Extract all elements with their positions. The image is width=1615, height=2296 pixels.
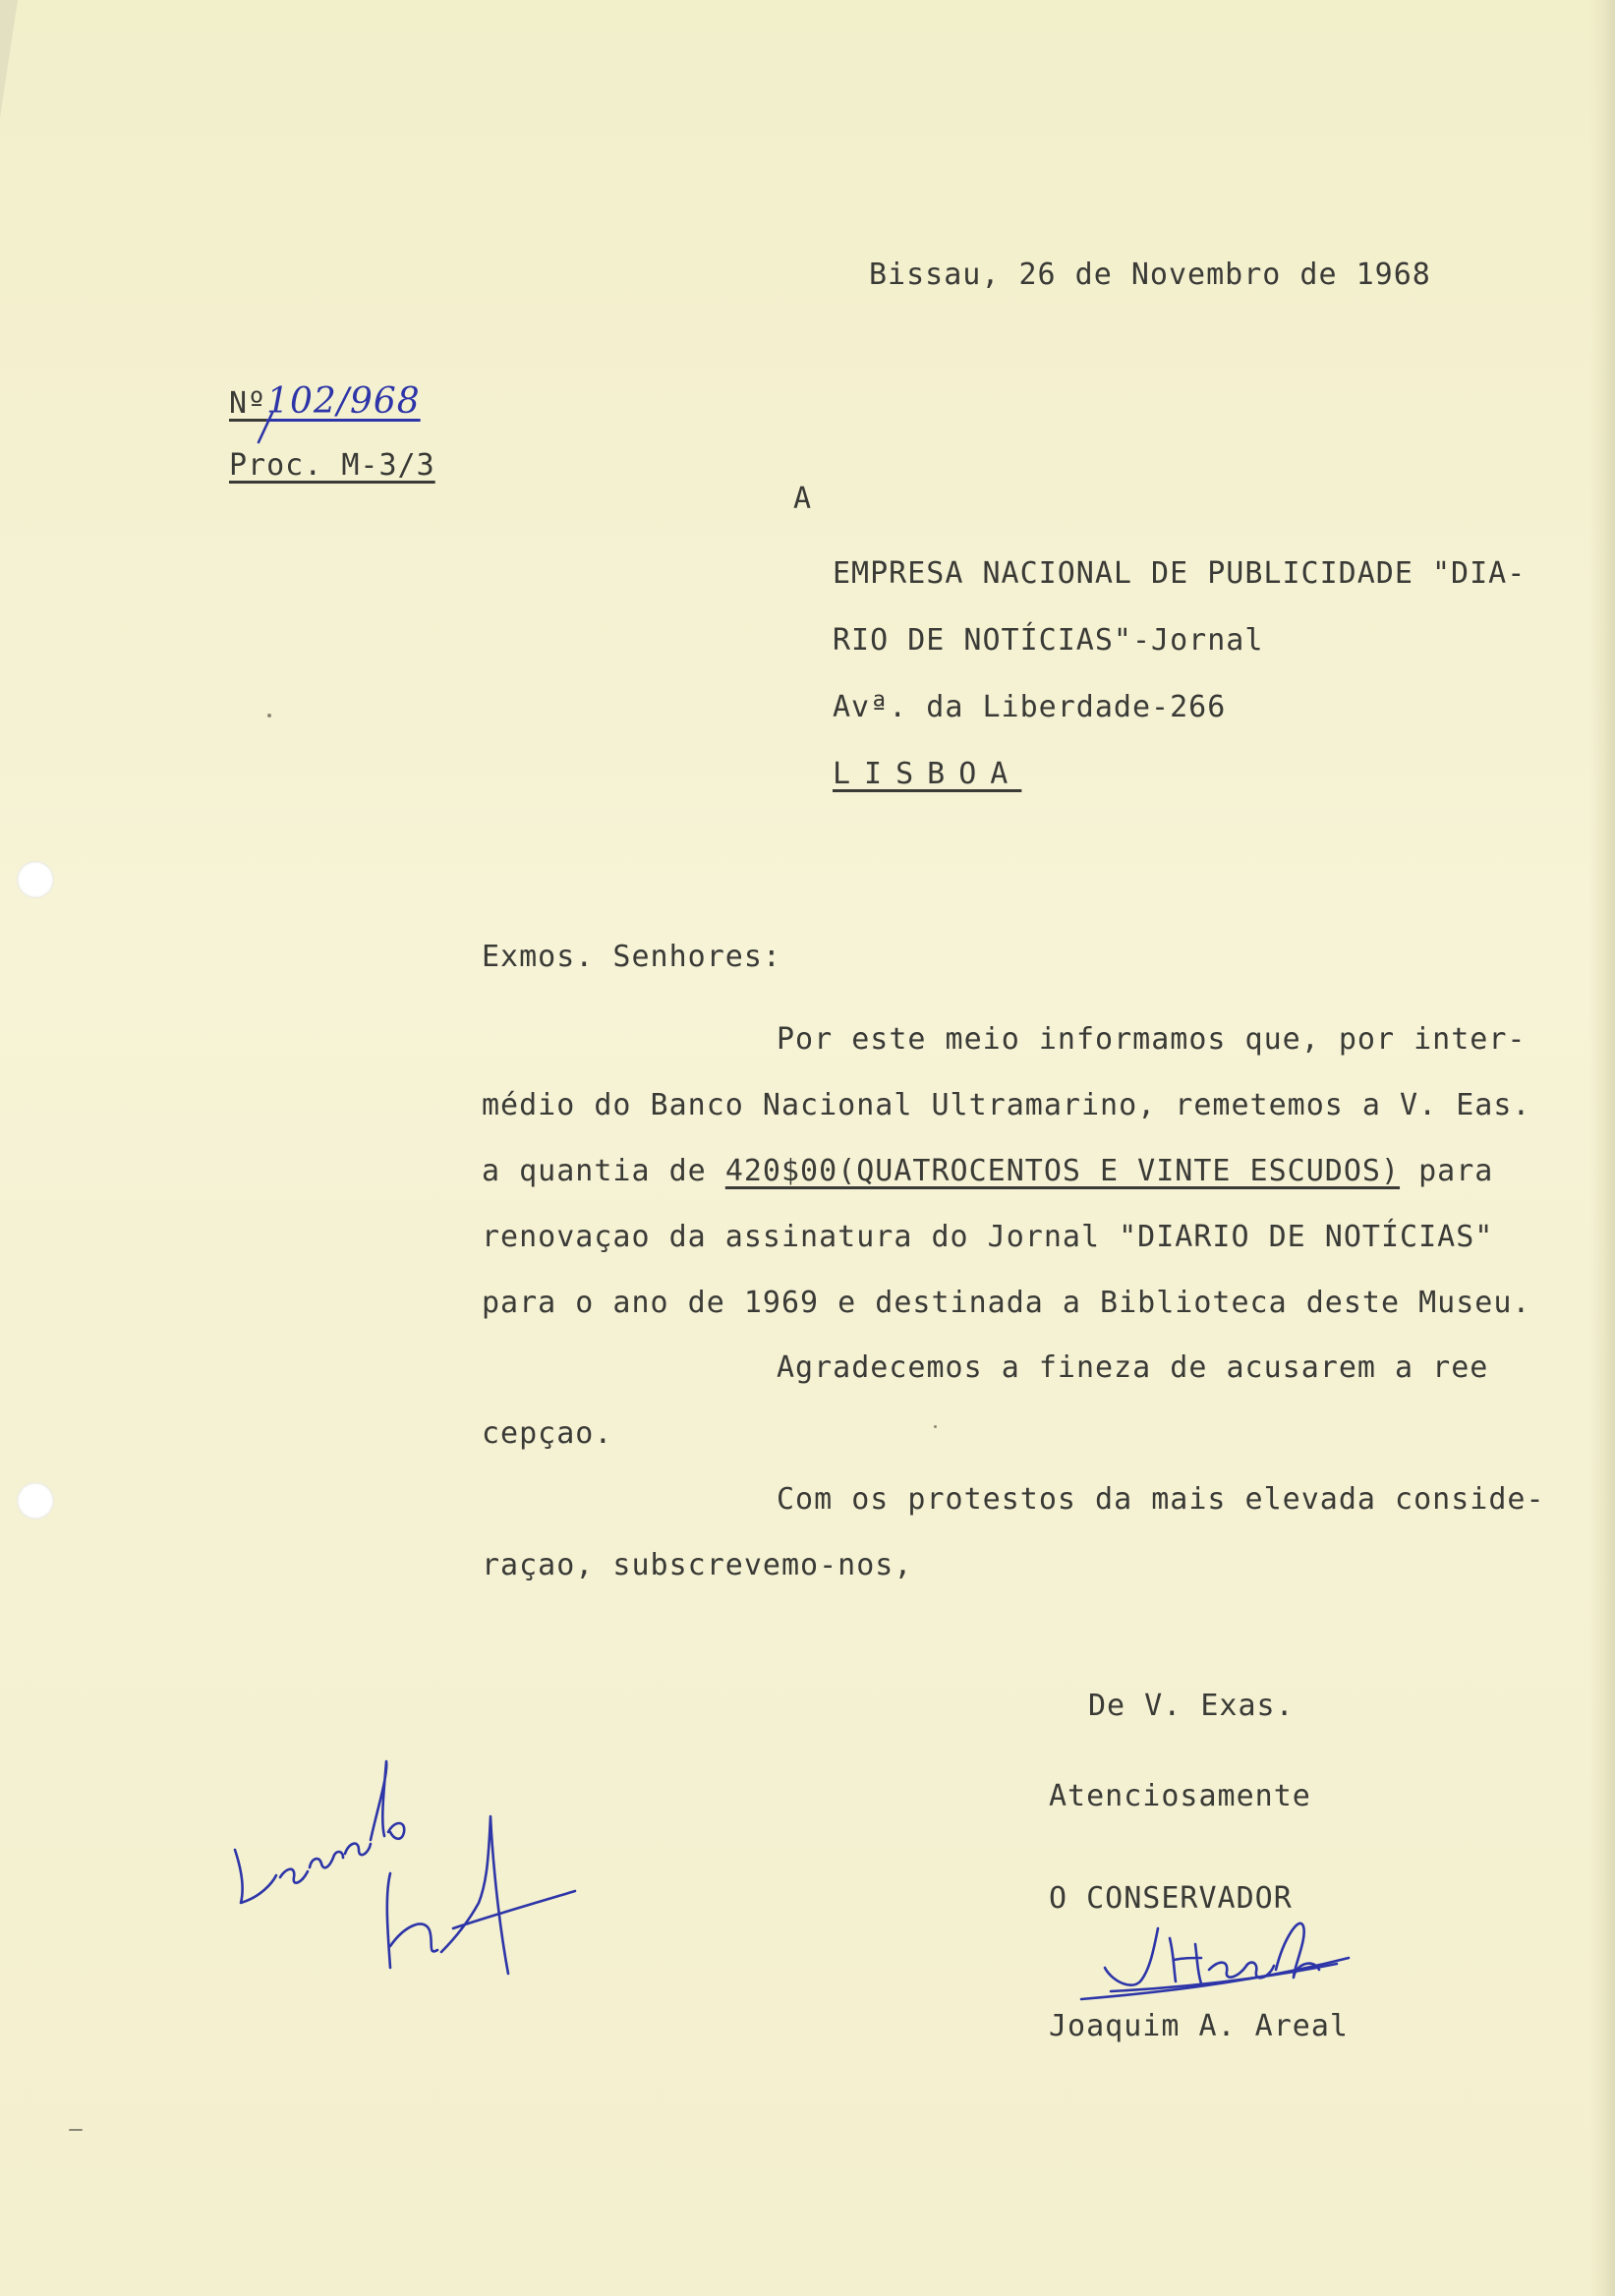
body-line-3-start: a quantia de (482, 1154, 725, 1188)
closing-line-1: De V. Exas. (1088, 1689, 1295, 1723)
body-line-3-end: para (1400, 1154, 1494, 1188)
body-line-8: Com os protestos da mais elevada conside- (777, 1482, 1545, 1517)
body-line-2: médio do Banco Nacional Ultramarino, remetemos a V. Eas. (482, 1088, 1531, 1122)
paper-right-edge (1589, 0, 1615, 2296)
body-line-4: renovaçao da assinatura do Jornal "DIARIO DE NOTÍCIAS" (482, 1220, 1494, 1254)
greeting: Exmos. Senhores: (482, 940, 781, 974)
reference-prefix: Nº (229, 386, 267, 421)
body-line-9: raçao, subscrevemo-nos, (482, 1548, 913, 1582)
recipient-line-1: EMPRESA NACIONAL DE PUBLICIDADE "DIA- (833, 556, 1527, 591)
body-line-7: cepçao. (482, 1416, 613, 1451)
recipient-city: LISBOA (833, 757, 1022, 791)
punch-hole-upper (17, 861, 54, 898)
body-line-1: Por este meio informamos que, por inter- (777, 1022, 1527, 1057)
body-line-6: Agradecemos a fineza de acusarem a ree (777, 1350, 1489, 1385)
reference-handwritten: 102/968 (266, 381, 421, 422)
paper-speck (267, 714, 271, 718)
reference-slash-mark (251, 411, 280, 446)
recipient-line-3: Avª. da Liberdade-266 (833, 690, 1227, 724)
amount-text: 420$00(QUATROCENTOS E VINTE ESCUDOS) (724, 1154, 1401, 1188)
margin-annotation (221, 1710, 595, 1976)
recipient-prefix: A (793, 482, 813, 516)
closing-line-3: O CONSERVADOR (1049, 1881, 1293, 1916)
process-line: Proc. M-3/3 (229, 448, 435, 483)
paper-speck (934, 1425, 937, 1428)
recipient-line-2: RIO DE NOTÍCIAS"-Jornal (833, 623, 1264, 658)
signatory-name: Joaquim A. Areal (1049, 2009, 1349, 2043)
closing-line-2: Atenciosamente (1049, 1779, 1311, 1813)
body-line-5: para o ano de 1969 e destinada a Biblioteca deste Museu. (482, 1286, 1531, 1320)
conservator-signature (1071, 1909, 1366, 2017)
folded-corner (0, 0, 18, 118)
paper-speck (69, 2129, 83, 2131)
punch-hole-lower (17, 1482, 54, 1520)
body-line-3 (482, 1154, 1493, 1188)
date-line: Bissau, 26 de Novembro de 1968 (869, 258, 1431, 292)
